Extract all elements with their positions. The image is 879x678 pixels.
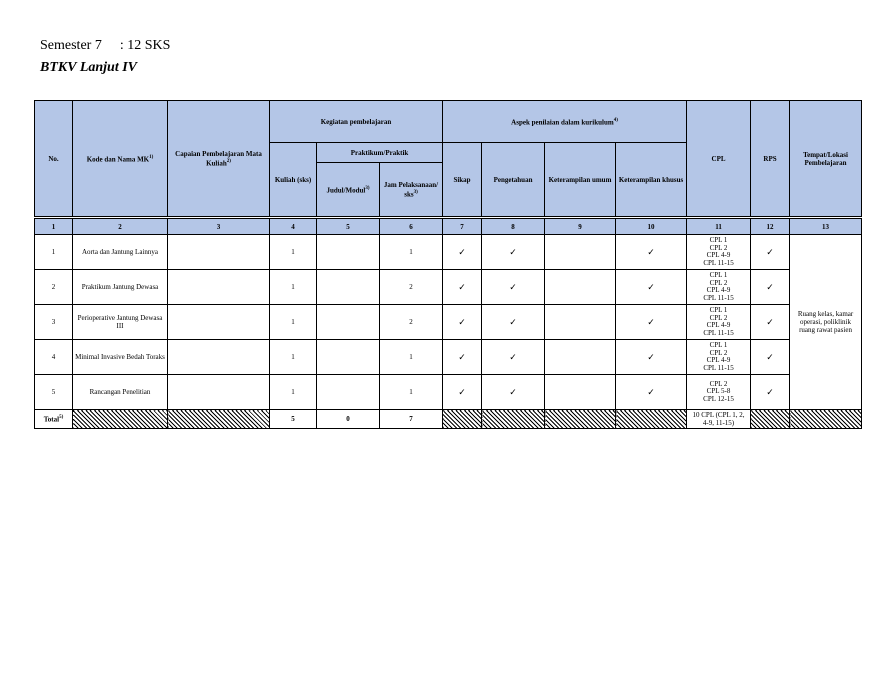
cpl-cell: CPL 1 CPL 2 CPL 4-9 CPL 11-15 — [687, 235, 751, 270]
table-row — [35, 375, 862, 410]
col-number: 11 — [687, 218, 751, 235]
rps-check: ✓ — [751, 305, 790, 340]
pengetahuan-check: ✓ — [482, 270, 545, 305]
jam-cell: 1 — [380, 340, 443, 375]
course-name: Perioperative Jantung Dewasa III — [73, 305, 168, 340]
semester-label: Semester 7 — [40, 38, 102, 53]
header-kegiatan: Kegiatan pembelajaran — [270, 101, 443, 143]
hatch-cell — [73, 410, 168, 429]
sikap-check: ✓ — [443, 305, 482, 340]
pengetahuan-check: ✓ — [482, 340, 545, 375]
header-ket-umum: Keterampilan umum — [545, 143, 616, 218]
course-name: Rancangan Penelitian — [73, 375, 168, 410]
header-tempat: Tempat/Lokasi Pembelajaran — [790, 101, 862, 218]
pengetahuan-check: ✓ — [482, 235, 545, 270]
curriculum-table — [34, 100, 862, 429]
ket-umum-cell — [545, 270, 616, 305]
col-number: 9 — [545, 218, 616, 235]
jam-cell: 1 — [380, 375, 443, 410]
cpl-cell: CPL 2 CPL 5-8 CPL 12-15 — [687, 375, 751, 410]
col-number: 6 — [380, 218, 443, 235]
row-no: 5 — [35, 375, 73, 410]
kuliah-cell: 1 — [270, 270, 317, 305]
col-number: 13 — [790, 218, 862, 235]
sks-label: : 12 SKS — [119, 38, 171, 53]
total-judul: 0 — [317, 410, 380, 429]
header-pengetahuan: Pengetahuan — [482, 143, 545, 218]
table-row — [35, 235, 862, 270]
rps-check: ✓ — [751, 235, 790, 270]
kuliah-cell: 1 — [270, 375, 317, 410]
pengetahuan-check: ✓ — [482, 375, 545, 410]
cpl-cell: CPL 1 CPL 2 CPL 4-9 CPL 11-15 — [687, 340, 751, 375]
kuliah-cell: 1 — [270, 340, 317, 375]
col-number: 4 — [270, 218, 317, 235]
total-kuliah: 5 — [270, 410, 317, 429]
kuliah-cell: 1 — [270, 305, 317, 340]
pengetahuan-check: ✓ — [482, 305, 545, 340]
row-no: 4 — [35, 340, 73, 375]
capaian-cell — [168, 340, 270, 375]
row-no: 2 — [35, 270, 73, 305]
ket-khusus-check: ✓ — [616, 305, 687, 340]
rps-check: ✓ — [751, 340, 790, 375]
sikap-check: ✓ — [443, 270, 482, 305]
column-number-row — [35, 218, 862, 235]
table-row — [35, 305, 862, 340]
ket-umum-cell — [545, 235, 616, 270]
capaian-cell — [168, 270, 270, 305]
hatch-cell — [482, 410, 545, 429]
header-ket-khusus: Keterampilan khusus — [616, 143, 687, 218]
sikap-check: ✓ — [443, 340, 482, 375]
total-label: Total$^{5)}$ — [35, 410, 73, 429]
program-title: BTKV Lanjut IV — [40, 60, 138, 75]
total-row — [35, 410, 862, 429]
col-number: 1 — [35, 218, 73, 235]
cpl-cell: CPL 1 CPL 2 CPL 4-9 CPL 11-15 — [687, 305, 751, 340]
ket-khusus-check: ✓ — [616, 375, 687, 410]
col-number: 3 — [168, 218, 270, 235]
judul-cell — [317, 340, 380, 375]
ket-khusus-check: ✓ — [616, 340, 687, 375]
header-judul: Judul/Modul$^{3)}$ — [317, 163, 380, 218]
header-no: No. — [35, 101, 73, 218]
ket-umum-cell — [545, 340, 616, 375]
hatch-cell — [790, 410, 862, 429]
course-name: Aorta dan Jantung Lainnya — [73, 235, 168, 270]
hatch-cell — [751, 410, 790, 429]
judul-cell — [317, 235, 380, 270]
col-number: 7 — [443, 218, 482, 235]
header-cpl: CPL — [687, 101, 751, 218]
capaian-cell — [168, 235, 270, 270]
col-number: 2 — [73, 218, 168, 235]
cpl-cell: CPL 1 CPL 2 CPL 4-9 CPL 11-15 — [687, 270, 751, 305]
total-jam: 7 — [380, 410, 443, 429]
row-no: 1 — [35, 235, 73, 270]
ket-khusus-check: ✓ — [616, 270, 687, 305]
hatch-cell — [545, 410, 616, 429]
semester-line — [40, 38, 170, 54]
header-aspek: Aspek penilaian dalam kurikulum$^{4)}$ — [443, 101, 687, 143]
ket-umum-cell — [545, 305, 616, 340]
jam-cell: 2 — [380, 270, 443, 305]
header-jam: Jam Pelaksanaan/ sks$^{3)}$ — [380, 163, 443, 218]
hatch-cell — [443, 410, 482, 429]
judul-cell — [317, 305, 380, 340]
header-rps: RPS — [751, 101, 790, 218]
table-row — [35, 340, 862, 375]
course-name: Praktikum Jantung Dewasa — [73, 270, 168, 305]
hatch-cell — [168, 410, 270, 429]
col-number: 10 — [616, 218, 687, 235]
col-number: 12 — [751, 218, 790, 235]
kuliah-cell: 1 — [270, 235, 317, 270]
ket-khusus-check: ✓ — [616, 235, 687, 270]
capaian-cell — [168, 305, 270, 340]
row-no: 3 — [35, 305, 73, 340]
sikap-check: ✓ — [443, 235, 482, 270]
header-sikap: Sikap — [443, 143, 482, 218]
rps-check: ✓ — [751, 375, 790, 410]
ket-umum-cell — [545, 375, 616, 410]
course-name: Minimal Invasive Bedah Toraks — [73, 340, 168, 375]
header-praktikum: Praktikum/Praktik — [317, 143, 443, 163]
table-row — [35, 270, 862, 305]
total-cpl: 10 CPL (CPL 1, 2, 4-9, 11-15) — [687, 410, 751, 429]
col-number: 8 — [482, 218, 545, 235]
sikap-check: ✓ — [443, 375, 482, 410]
rps-check: ✓ — [751, 270, 790, 305]
capaian-cell — [168, 375, 270, 410]
judul-cell — [317, 375, 380, 410]
jam-cell: 2 — [380, 305, 443, 340]
header-kuliah: Kuliah (sks) — [270, 143, 317, 218]
tempat-cell: Ruang kelas, kamar operasi, poliklinik ruang rawat pasien — [790, 235, 862, 410]
header-capaian: Capaian Pembelajaran Mata Kuliah$^{2)}$ — [168, 101, 270, 218]
hatch-cell — [616, 410, 687, 429]
judul-cell — [317, 270, 380, 305]
col-number: 5 — [317, 218, 380, 235]
jam-cell: 1 — [380, 235, 443, 270]
header-kode: Kode dan Nama MK$^{1)}$ — [73, 101, 168, 218]
